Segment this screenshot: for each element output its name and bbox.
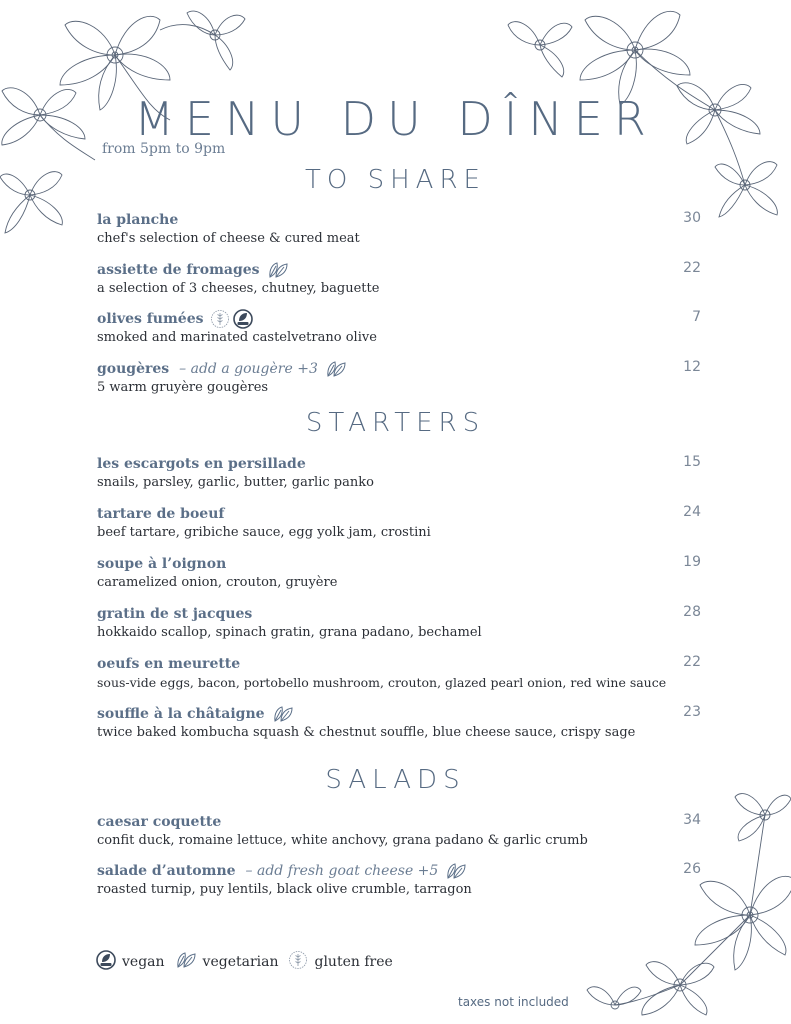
item-price: 22	[683, 654, 701, 670]
menu-item-assiette-de-fromages	[97, 260, 707, 296]
item-price: 34	[683, 812, 701, 828]
legend-vegan-label: vegan	[122, 954, 165, 970]
item-description: a selection of 3 cheeses, chutney, baguette	[97, 281, 380, 296]
section-heading-to-share: TO SHARE	[305, 165, 486, 195]
item-name: tartare de boeuf	[97, 506, 225, 522]
item-price: 15	[683, 454, 701, 470]
vegetarian-leaf-icon	[325, 360, 347, 378]
dietary-legend	[96, 950, 403, 974]
menu-item-soupe-a-loignon	[97, 554, 707, 590]
item-price: 30	[683, 210, 701, 226]
item-description: snails, parsley, garlic, butter, garlic panko	[97, 475, 374, 490]
item-name: souffle à la châtaigne	[97, 706, 265, 722]
item-name: assiette de fromages	[97, 262, 260, 278]
item-price: 7	[692, 309, 701, 325]
item-description: roasted turnip, puy lentils, black olive crumble, tarragon	[97, 882, 472, 897]
menu-item-la-planche	[97, 210, 707, 246]
vegetarian-leaf-icon	[272, 705, 294, 723]
taxes-note: taxes not included	[458, 995, 569, 1009]
vegan-icon	[96, 950, 116, 974]
item-price: 23	[683, 704, 701, 720]
item-price: 28	[683, 604, 701, 620]
item-addon: – add fresh goat cheese +5	[245, 863, 439, 879]
menu-item-escargots	[97, 454, 707, 490]
menu-item-gougeres	[97, 359, 707, 395]
legend-vegetarian	[175, 951, 279, 973]
menu-item-caesar-coquette	[97, 812, 707, 848]
item-name: olives fumées	[97, 311, 204, 327]
item-name: la planche	[97, 212, 179, 228]
item-name: oeufs en meurette	[97, 656, 241, 672]
section-heading-starters: STARTERS	[305, 408, 486, 438]
item-description: confit duck, romaine lettuce, white anchovy, grana padano & garlic crumb	[97, 833, 588, 848]
item-description: caramelized onion, crouton, gruyère	[97, 575, 338, 590]
menu-item-souffle-a-la-chataigne	[97, 704, 707, 740]
legend-vegetarian-label: vegetarian	[202, 954, 279, 970]
menu-item-oeufs-en-meurette	[97, 654, 707, 690]
item-name: gratin de st jacques	[97, 606, 253, 622]
menu-hours: from 5pm to 9pm	[102, 141, 226, 157]
menu-item-salade-dautomne	[97, 861, 707, 897]
legend-gluten-free-label: gluten free	[314, 954, 393, 970]
item-name: caesar coquette	[97, 814, 222, 830]
item-name: gougères	[97, 361, 170, 377]
vegetarian-leaf-icon	[175, 951, 197, 973]
vegan-icon	[233, 309, 253, 329]
item-name: salade d’automne	[97, 863, 236, 879]
item-price: 24	[683, 504, 701, 520]
vegetarian-leaf-icon	[445, 862, 467, 880]
item-description: chef's selection of cheese & cured meat	[97, 231, 360, 246]
item-description: 5 warm gruyère gougères	[97, 380, 269, 395]
item-price: 26	[683, 861, 701, 877]
item-description: beef tartare, gribiche sauce, egg yolk jam, crostini	[97, 525, 431, 540]
item-price: 22	[683, 260, 701, 276]
legend-vegan	[96, 950, 165, 974]
menu-item-tartare-de-boeuf	[97, 504, 707, 540]
item-price: 19	[683, 554, 701, 570]
gluten-free-icon	[210, 309, 230, 329]
item-addon: – add a gougère +3	[179, 361, 318, 377]
item-name: les escargots en persillade	[97, 456, 306, 472]
item-description: hokkaido scallop, spinach gratin, grana padano, bechamel	[97, 625, 482, 640]
section-heading-salads: SALADS	[325, 765, 466, 795]
vegetarian-leaf-icon	[267, 261, 289, 279]
menu-item-gratin-de-st-jacques	[97, 604, 707, 640]
menu-item-olives-fumees	[97, 309, 707, 345]
item-name: soupe à l’oignon	[97, 556, 227, 572]
legend-gluten-free	[288, 950, 392, 974]
gluten-free-icon	[288, 950, 308, 974]
item-description: smoked and marinated castelvetrano olive	[97, 330, 377, 345]
menu-title: MENU DU DÎNER	[134, 92, 657, 146]
item-price: 12	[683, 359, 701, 375]
item-description: twice baked kombucha squash & chestnut souffle, blue cheese sauce, crispy sage	[97, 725, 636, 740]
item-description: sous-vide eggs, bacon, portobello mushroom, crouton, glazed pearl onion, red wine sauce	[97, 675, 667, 690]
